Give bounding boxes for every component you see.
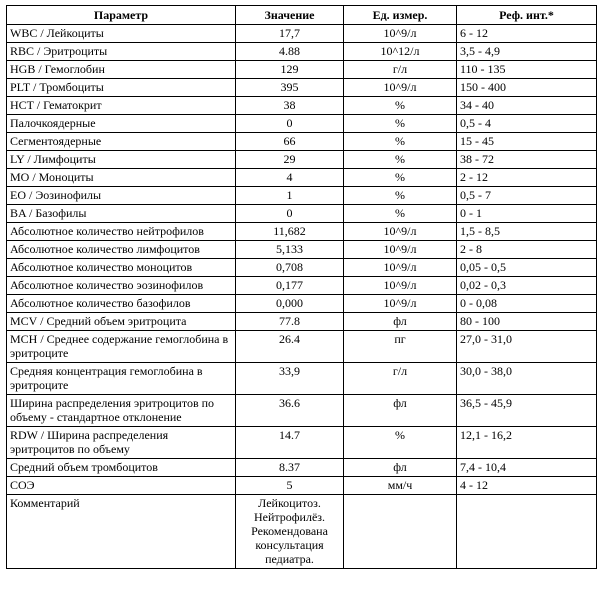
- param-cell: HCT / Гематокрит: [7, 97, 236, 115]
- ref-cell: 30,0 - 38,0: [457, 363, 597, 395]
- value-cell: 4.88: [236, 43, 344, 61]
- ref-cell: 12,1 - 16,2: [457, 427, 597, 459]
- table-row: [7, 259, 597, 277]
- param-cell: Ширина распределения эритроцитов по объему - стандартное отклонение: [7, 395, 236, 427]
- unit-cell: %: [344, 151, 457, 169]
- ref-cell: 2 - 12: [457, 169, 597, 187]
- table-row: [7, 295, 597, 313]
- unit-cell: %: [344, 427, 457, 459]
- param-cell: BA / Базофилы: [7, 205, 236, 223]
- param-cell: LY / Лимфоциты: [7, 151, 236, 169]
- unit-cell: %: [344, 205, 457, 223]
- value-cell: 1: [236, 187, 344, 205]
- param-cell: Абсолютное количество моноцитов: [7, 259, 236, 277]
- param-cell: WBC / Лейкоциты: [7, 25, 236, 43]
- comment-text: Лейкоцитоз. Нейтрофилёз. Рекомендована консультация педиатра.: [236, 495, 344, 569]
- table-row: [7, 459, 597, 477]
- param-cell: Абсолютное количество базофилов: [7, 295, 236, 313]
- value-cell: 0,000: [236, 295, 344, 313]
- unit-cell: г/л: [344, 363, 457, 395]
- ref-cell: 0 - 1: [457, 205, 597, 223]
- ref-cell: 0,5 - 7: [457, 187, 597, 205]
- unit-cell: мм/ч: [344, 477, 457, 495]
- param-cell: RDW / Ширина распределения эритроцитов по объему: [7, 427, 236, 459]
- comment-empty-ref: [457, 495, 597, 569]
- ref-cell: 150 - 400: [457, 79, 597, 97]
- unit-cell: %: [344, 97, 457, 115]
- value-cell: 36.6: [236, 395, 344, 427]
- ref-cell: 0 - 0,08: [457, 295, 597, 313]
- value-cell: 5: [236, 477, 344, 495]
- unit-cell: %: [344, 133, 457, 151]
- value-cell: 5,133: [236, 241, 344, 259]
- table-row: [7, 427, 597, 459]
- value-cell: 26.4: [236, 331, 344, 363]
- table-row: [7, 277, 597, 295]
- table-row: [7, 25, 597, 43]
- param-cell: MO / Моноциты: [7, 169, 236, 187]
- unit-cell: 10^9/л: [344, 259, 457, 277]
- table-row: [7, 205, 597, 223]
- table-row: [7, 115, 597, 133]
- unit-cell: 10^9/л: [344, 25, 457, 43]
- unit-cell: 10^9/л: [344, 241, 457, 259]
- unit-cell: 10^9/л: [344, 295, 457, 313]
- header-row: [7, 6, 597, 25]
- ref-cell: 6 - 12: [457, 25, 597, 43]
- param-cell: Абсолютное количество эозинофилов: [7, 277, 236, 295]
- value-cell: 38: [236, 97, 344, 115]
- value-cell: 0: [236, 205, 344, 223]
- param-cell: Средний объем тромбоцитов: [7, 459, 236, 477]
- table-row: [7, 133, 597, 151]
- ref-cell: 0,02 - 0,3: [457, 277, 597, 295]
- param-cell: RBC / Эритроциты: [7, 43, 236, 61]
- value-cell: 33,9: [236, 363, 344, 395]
- value-cell: 17,7: [236, 25, 344, 43]
- unit-cell: 10^9/л: [344, 277, 457, 295]
- unit-cell: фл: [344, 395, 457, 427]
- ref-cell: 7,4 - 10,4: [457, 459, 597, 477]
- param-cell: Абсолютное количество лимфоцитов: [7, 241, 236, 259]
- ref-cell: 0,05 - 0,5: [457, 259, 597, 277]
- unit-cell: %: [344, 115, 457, 133]
- ref-cell: 3,5 - 4,9: [457, 43, 597, 61]
- header-value: Значение: [236, 6, 344, 25]
- unit-cell: 10^12/л: [344, 43, 457, 61]
- value-cell: 129: [236, 61, 344, 79]
- unit-cell: 10^9/л: [344, 79, 457, 97]
- ref-cell: 2 - 8: [457, 241, 597, 259]
- comment-label: Комментарий: [7, 495, 236, 569]
- value-cell: 0,177: [236, 277, 344, 295]
- table-row: [7, 61, 597, 79]
- table-row: [7, 241, 597, 259]
- value-cell: 77.8: [236, 313, 344, 331]
- value-cell: 14.7: [236, 427, 344, 459]
- table-row: [7, 97, 597, 115]
- lab-results-table: [6, 5, 597, 569]
- param-cell: Абсолютное количество нейтрофилов: [7, 223, 236, 241]
- value-cell: 11,682: [236, 223, 344, 241]
- table-row: [7, 363, 597, 395]
- comment-empty-unit: [344, 495, 457, 569]
- ref-cell: 4 - 12: [457, 477, 597, 495]
- table-row: [7, 331, 597, 363]
- table-row: [7, 395, 597, 427]
- value-cell: 8.37: [236, 459, 344, 477]
- table-row: [7, 43, 597, 61]
- param-cell: EO / Эозинофилы: [7, 187, 236, 205]
- table-row: [7, 151, 597, 169]
- param-cell: Средняя концентрация гемоглобина в эритроците: [7, 363, 236, 395]
- value-cell: 29: [236, 151, 344, 169]
- param-cell: СОЭ: [7, 477, 236, 495]
- value-cell: 66: [236, 133, 344, 151]
- header-ref: Реф. инт.*: [457, 6, 597, 25]
- value-cell: 4: [236, 169, 344, 187]
- ref-cell: 80 - 100: [457, 313, 597, 331]
- table-row: [7, 477, 597, 495]
- unit-cell: %: [344, 169, 457, 187]
- ref-cell: 1,5 - 8,5: [457, 223, 597, 241]
- ref-cell: 27,0 - 31,0: [457, 331, 597, 363]
- param-cell: Палочкоядерные: [7, 115, 236, 133]
- unit-cell: г/л: [344, 61, 457, 79]
- param-cell: MCV / Средний объем эритроцита: [7, 313, 236, 331]
- ref-cell: 34 - 40: [457, 97, 597, 115]
- table-row: [7, 313, 597, 331]
- ref-cell: 15 - 45: [457, 133, 597, 151]
- header-param: Параметр: [7, 6, 236, 25]
- unit-cell: фл: [344, 459, 457, 477]
- table-row: [7, 169, 597, 187]
- ref-cell: 0,5 - 4: [457, 115, 597, 133]
- unit-cell: %: [344, 187, 457, 205]
- unit-cell: фл: [344, 313, 457, 331]
- header-unit: Ед. измер.: [344, 6, 457, 25]
- param-cell: HGB / Гемоглобин: [7, 61, 236, 79]
- value-cell: 395: [236, 79, 344, 97]
- value-cell: 0,708: [236, 259, 344, 277]
- table-row: [7, 187, 597, 205]
- ref-cell: 110 - 135: [457, 61, 597, 79]
- table-row: [7, 79, 597, 97]
- results-body: [7, 25, 597, 569]
- param-cell: PLT / Тромбоциты: [7, 79, 236, 97]
- ref-cell: 38 - 72: [457, 151, 597, 169]
- param-cell: MCH / Среднее содержание гемоглобина в эритроците: [7, 331, 236, 363]
- ref-cell: 36,5 - 45,9: [457, 395, 597, 427]
- value-cell: 0: [236, 115, 344, 133]
- table-row: [7, 223, 597, 241]
- comment-row: [7, 495, 597, 569]
- unit-cell: 10^9/л: [344, 223, 457, 241]
- param-cell: Сегментоядерные: [7, 133, 236, 151]
- unit-cell: пг: [344, 331, 457, 363]
